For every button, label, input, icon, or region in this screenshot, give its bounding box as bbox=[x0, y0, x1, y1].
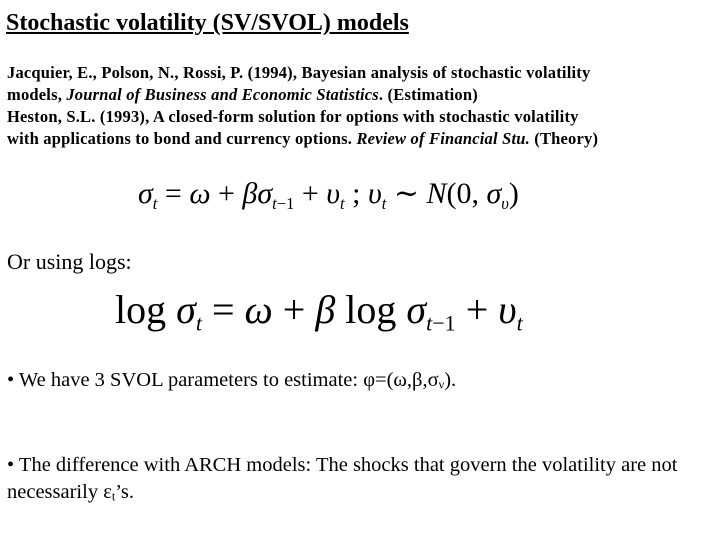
journal-name: Journal of Business and Economic Statistics bbox=[66, 85, 379, 104]
log-sv-equation: $\log \sigma_t = \omega + \beta$ $\log \sigma_{t-1} + \upsilon_t$ bbox=[115, 287, 523, 336]
journal-name: Review of Financial Stu. bbox=[356, 129, 530, 148]
slide-title: Stochastic volatility (SV/SVOL) models bbox=[6, 10, 409, 36]
reference-heston-line2: with applications to bond and currency options. Review of Financial Stu. (Theory) bbox=[7, 129, 599, 148]
or-using-logs-text: Or using logs: bbox=[7, 249, 132, 274]
bullet-arch-difference: • The difference with ARCH models: The shocks that govern the volatility are not necessarily $\varepsilon_t’s$. bbox=[7, 454, 678, 504]
sv-equation: $\sigma_t = \omega + \beta\sigma_{t-1} + \upsilon_t$ ; $\upsilon_t$ ~ N(0, $\sigma_\upsilon$) bbox=[138, 176, 519, 213]
reference-jacquier-line1: Jacquier, E., Polson, N., Rossi, P. (1994), Bayesian analysis of stochastic volatility bbox=[7, 63, 591, 82]
reference-heston-line1: Heston, S.L. (1993), A closed-form solution for options with stochastic volatility bbox=[7, 107, 579, 126]
reference-jacquier-line2: models, Journal of Business and Economic Statistics. (Estimation) bbox=[7, 85, 478, 104]
bullet-parameters: • We have 3 SVOL parameters to estimate: $\varphi=(\omega,\beta,\sigma_\nu)$. bbox=[7, 369, 457, 392]
references bbox=[7, 62, 719, 150]
